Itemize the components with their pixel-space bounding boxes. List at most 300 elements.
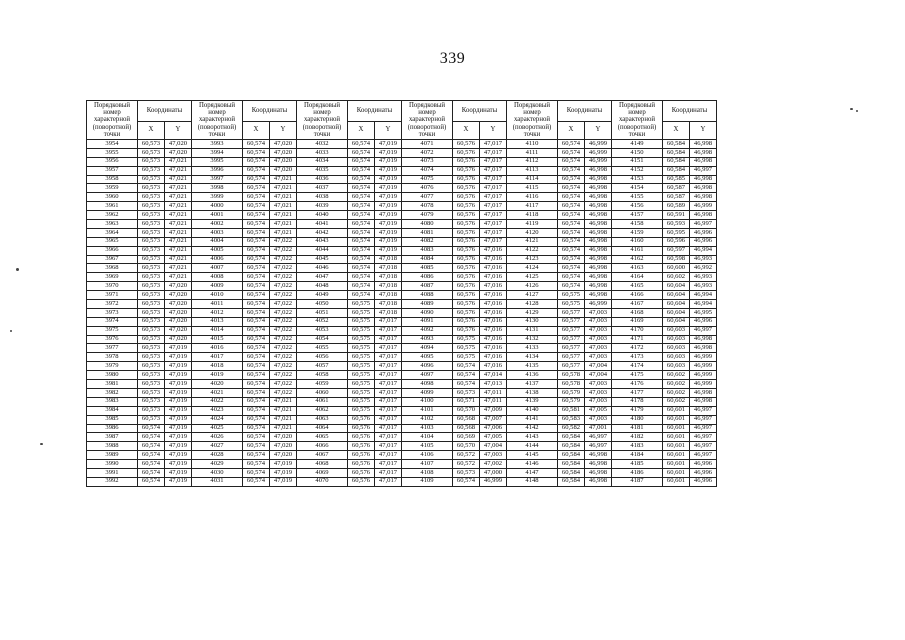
- cell-y: 47,016: [480, 273, 507, 282]
- cell-point-number: 4143: [507, 433, 558, 442]
- cell-y: 46,997: [690, 415, 717, 424]
- table-row: [87, 237, 717, 246]
- cell-point-number: 4154: [612, 184, 663, 193]
- cell-y: 46,998: [585, 237, 612, 246]
- cell-point-number: 3990: [87, 460, 138, 469]
- cell-x: 60,576: [453, 300, 480, 309]
- cell-x: 60,574: [348, 220, 375, 229]
- cell-point-number: 4042: [297, 228, 348, 237]
- cell-point-number: 4020: [192, 380, 243, 389]
- cell-y: 47,017: [375, 442, 402, 451]
- header-coordinates: Координаты: [243, 101, 297, 122]
- cell-x: 60,584: [663, 166, 690, 175]
- cell-x: 60,576: [453, 202, 480, 211]
- cell-point-number: 4151: [612, 157, 663, 166]
- cell-point-number: 4105: [402, 442, 453, 451]
- table-row: [87, 148, 717, 157]
- cell-y: 47,017: [480, 148, 507, 157]
- cell-x: 60,574: [243, 291, 270, 300]
- cell-x: 60,576: [453, 211, 480, 220]
- cell-x: 60,603: [663, 335, 690, 344]
- cell-y: 47,021: [270, 397, 297, 406]
- cell-point-number: 4167: [612, 300, 663, 309]
- cell-point-number: 4089: [402, 300, 453, 309]
- cell-x: 60,574: [348, 211, 375, 220]
- scan-speck: [850, 108, 853, 110]
- cell-y: 47,016: [480, 308, 507, 317]
- cell-point-number: 4007: [192, 264, 243, 273]
- table-row: [87, 308, 717, 317]
- cell-point-number: 4082: [402, 237, 453, 246]
- cell-x: 60,576: [453, 220, 480, 229]
- cell-point-number: 4051: [297, 308, 348, 317]
- cell-x: 60,574: [243, 300, 270, 309]
- cell-y: 47,019: [165, 460, 192, 469]
- cell-point-number: 4094: [402, 344, 453, 353]
- cell-x: 60,574: [348, 246, 375, 255]
- cell-x: 60,604: [663, 300, 690, 309]
- cell-x: 60,574: [558, 255, 585, 264]
- cell-x: 60,575: [558, 291, 585, 300]
- scan-speck: [10, 330, 12, 332]
- cell-x: 60,574: [558, 246, 585, 255]
- cell-y: 47,021: [165, 228, 192, 237]
- cell-point-number: 3966: [87, 246, 138, 255]
- cell-y: 47,003: [585, 380, 612, 389]
- cell-point-number: 4123: [507, 255, 558, 264]
- cell-x: 60,576: [453, 282, 480, 291]
- cell-y: 47,019: [375, 184, 402, 193]
- cell-y: 47,020: [165, 148, 192, 157]
- cell-y: 47,017: [375, 326, 402, 335]
- cell-point-number: 3954: [87, 140, 138, 149]
- cell-point-number: 4172: [612, 344, 663, 353]
- cell-point-number: 4028: [192, 451, 243, 460]
- cell-x: 60,574: [243, 477, 270, 486]
- cell-y: 47,022: [270, 317, 297, 326]
- cell-point-number: 4132: [507, 335, 558, 344]
- cell-y: 47,019: [165, 442, 192, 451]
- cell-x: 60,574: [243, 388, 270, 397]
- cell-y: 47,017: [375, 468, 402, 477]
- cell-x: 60,574: [453, 362, 480, 371]
- cell-x: 60,576: [348, 451, 375, 460]
- cell-y: 47,002: [480, 460, 507, 469]
- header-coordinates: Координаты: [663, 101, 717, 122]
- cell-point-number: 3977: [87, 344, 138, 353]
- cell-x: 60,573: [138, 388, 165, 397]
- cell-y: 47,019: [165, 468, 192, 477]
- cell-point-number: 4077: [402, 193, 453, 202]
- cell-point-number: 4187: [612, 477, 663, 486]
- cell-x: 60,601: [663, 477, 690, 486]
- table-row: [87, 362, 717, 371]
- cell-y: 47,006: [480, 424, 507, 433]
- cell-y: 47,022: [270, 300, 297, 309]
- cell-y: 47,020: [165, 300, 192, 309]
- cell-y: 47,022: [270, 273, 297, 282]
- cell-y: 47,004: [585, 371, 612, 380]
- cell-y: 47,003: [585, 388, 612, 397]
- cell-x: 60,575: [453, 353, 480, 362]
- cell-x: 60,584: [663, 140, 690, 149]
- cell-x: 60,574: [558, 282, 585, 291]
- cell-x: 60,575: [348, 300, 375, 309]
- cell-y: 46,998: [585, 451, 612, 460]
- cell-point-number: 4088: [402, 291, 453, 300]
- cell-y: 47,005: [585, 406, 612, 415]
- cell-point-number: 4062: [297, 406, 348, 415]
- header-x: X: [453, 122, 480, 140]
- cell-point-number: 4029: [192, 460, 243, 469]
- cell-x: 60,574: [348, 282, 375, 291]
- cell-y: 47,022: [270, 362, 297, 371]
- cell-point-number: 4155: [612, 193, 663, 202]
- cell-y: 46,997: [690, 433, 717, 442]
- cell-y: 46,998: [690, 193, 717, 202]
- cell-y: 47,021: [165, 184, 192, 193]
- cell-y: 47,019: [375, 246, 402, 255]
- cell-y: 47,016: [480, 282, 507, 291]
- cell-point-number: 4138: [507, 388, 558, 397]
- cell-y: 47,019: [165, 371, 192, 380]
- cell-y: 47,020: [165, 282, 192, 291]
- cell-y: 47,021: [270, 415, 297, 424]
- cell-point-number: 4136: [507, 371, 558, 380]
- cell-x: 60,575: [453, 335, 480, 344]
- cell-x: 60,585: [663, 175, 690, 184]
- cell-point-number: 4107: [402, 460, 453, 469]
- cell-x: 60,574: [243, 148, 270, 157]
- cell-x: 60,573: [138, 326, 165, 335]
- cell-y: 47,021: [165, 157, 192, 166]
- cell-x: 60,573: [138, 246, 165, 255]
- cell-x: 60,604: [663, 308, 690, 317]
- cell-point-number: 4044: [297, 246, 348, 255]
- cell-point-number: 4159: [612, 228, 663, 237]
- cell-y: 47,017: [375, 371, 402, 380]
- cell-x: 60,576: [348, 433, 375, 442]
- cell-x: 60,574: [558, 220, 585, 229]
- cell-x: 60,575: [348, 344, 375, 353]
- cell-y: 46,997: [585, 433, 612, 442]
- cell-x: 60,578: [558, 380, 585, 389]
- cell-y: 47,018: [375, 308, 402, 317]
- cell-y: 46,999: [585, 300, 612, 309]
- cell-point-number: 4080: [402, 220, 453, 229]
- cell-x: 60,604: [663, 317, 690, 326]
- cell-point-number: 4016: [192, 344, 243, 353]
- cell-x: 60,601: [663, 406, 690, 415]
- cell-y: 47,003: [585, 415, 612, 424]
- table-row: [87, 415, 717, 424]
- cell-x: 60,574: [138, 433, 165, 442]
- cell-x: 60,576: [453, 255, 480, 264]
- cell-point-number: 3973: [87, 308, 138, 317]
- cell-y: 47,017: [480, 211, 507, 220]
- cell-x: 60,573: [138, 184, 165, 193]
- cell-y: 46,998: [690, 397, 717, 406]
- cell-y: 47,019: [375, 202, 402, 211]
- cell-x: 60,576: [348, 477, 375, 486]
- cell-point-number: 4139: [507, 397, 558, 406]
- cell-x: 60,574: [243, 344, 270, 353]
- cell-point-number: 4085: [402, 264, 453, 273]
- cell-point-number: 4162: [612, 255, 663, 264]
- cell-y: 47,022: [270, 335, 297, 344]
- cell-x: 60,573: [138, 220, 165, 229]
- cell-y: 46,999: [585, 148, 612, 157]
- cell-x: 60,574: [348, 255, 375, 264]
- cell-point-number: 4024: [192, 415, 243, 424]
- cell-x: 60,576: [453, 237, 480, 246]
- table-row: [87, 282, 717, 291]
- cell-x: 60,574: [558, 184, 585, 193]
- cell-x: 60,582: [558, 424, 585, 433]
- cell-y: 47,021: [165, 211, 192, 220]
- cell-point-number: 4005: [192, 246, 243, 255]
- cell-y: 46,997: [690, 442, 717, 451]
- cell-point-number: 4156: [612, 202, 663, 211]
- cell-x: 60,573: [138, 415, 165, 424]
- cell-x: 60,576: [453, 264, 480, 273]
- cell-point-number: 4041: [297, 220, 348, 229]
- cell-x: 60,576: [453, 308, 480, 317]
- cell-y: 46,998: [690, 388, 717, 397]
- cell-y: 47,019: [375, 175, 402, 184]
- cell-y: 46,994: [690, 300, 717, 309]
- cell-point-number: 3969: [87, 273, 138, 282]
- cell-y: 47,019: [165, 362, 192, 371]
- cell-point-number: 4078: [402, 202, 453, 211]
- cell-x: 60,574: [348, 193, 375, 202]
- cell-y: 47,000: [480, 468, 507, 477]
- cell-y: 47,019: [165, 397, 192, 406]
- cell-point-number: 3955: [87, 148, 138, 157]
- cell-y: 46,998: [690, 335, 717, 344]
- cell-x: 60,574: [558, 148, 585, 157]
- cell-x: 60,577: [558, 317, 585, 326]
- cell-point-number: 4140: [507, 406, 558, 415]
- cell-point-number: 4040: [297, 211, 348, 220]
- table-row: [87, 211, 717, 220]
- table-row: [87, 326, 717, 335]
- cell-point-number: 4036: [297, 175, 348, 184]
- cell-y: 46,996: [690, 460, 717, 469]
- cell-point-number: 4095: [402, 353, 453, 362]
- cell-y: 46,998: [585, 202, 612, 211]
- cell-x: 60,574: [243, 211, 270, 220]
- cell-point-number: 4165: [612, 282, 663, 291]
- cell-point-number: 4177: [612, 388, 663, 397]
- cell-x: 60,574: [243, 468, 270, 477]
- cell-x: 60,574: [558, 202, 585, 211]
- cell-x: 60,573: [138, 237, 165, 246]
- cell-point-number: 4066: [297, 442, 348, 451]
- cell-y: 46,993: [690, 282, 717, 291]
- cell-point-number: 4004: [192, 237, 243, 246]
- cell-x: 60,575: [348, 371, 375, 380]
- cell-point-number: 4000: [192, 202, 243, 211]
- cell-point-number: 4097: [402, 371, 453, 380]
- cell-y: 47,022: [270, 371, 297, 380]
- cell-y: 47,001: [585, 424, 612, 433]
- cell-x: 60,601: [663, 433, 690, 442]
- cell-y: 46,998: [585, 193, 612, 202]
- cell-point-number: 4122: [507, 246, 558, 255]
- cell-x: 60,579: [558, 388, 585, 397]
- cell-point-number: 4055: [297, 344, 348, 353]
- cell-point-number: 4079: [402, 211, 453, 220]
- cell-y: 46,998: [585, 255, 612, 264]
- cell-y: 47,017: [480, 175, 507, 184]
- cell-x: 60,574: [243, 246, 270, 255]
- cell-x: 60,574: [453, 477, 480, 486]
- table-row: [87, 291, 717, 300]
- cell-point-number: 3956: [87, 157, 138, 166]
- cell-y: 47,021: [270, 211, 297, 220]
- cell-x: 60,574: [558, 228, 585, 237]
- cell-y: 46,999: [690, 371, 717, 380]
- cell-point-number: 4180: [612, 415, 663, 424]
- cell-y: 47,019: [375, 211, 402, 220]
- cell-y: 47,021: [270, 406, 297, 415]
- cell-x: 60,573: [138, 166, 165, 175]
- cell-x: 60,574: [348, 237, 375, 246]
- cell-point-number: 3972: [87, 300, 138, 309]
- cell-y: 47,003: [585, 326, 612, 335]
- cell-y: 46,998: [690, 148, 717, 157]
- cell-point-number: 4185: [612, 460, 663, 469]
- cell-y: 47,020: [270, 433, 297, 442]
- cell-point-number: 4035: [297, 166, 348, 175]
- cell-y: 47,022: [270, 353, 297, 362]
- cell-y: 47,020: [270, 140, 297, 149]
- cell-point-number: 4069: [297, 468, 348, 477]
- cell-y: 47,020: [165, 291, 192, 300]
- cell-x: 60,573: [138, 255, 165, 264]
- cell-x: 60,574: [138, 477, 165, 486]
- cell-y: 46,998: [585, 291, 612, 300]
- cell-point-number: 4038: [297, 193, 348, 202]
- cell-y: 46,999: [690, 380, 717, 389]
- cell-point-number: 3979: [87, 362, 138, 371]
- cell-y: 47,017: [375, 388, 402, 397]
- header-coordinates: Координаты: [558, 101, 612, 122]
- cell-point-number: 4017: [192, 353, 243, 362]
- cell-x: 60,574: [138, 424, 165, 433]
- cell-y: 47,003: [585, 317, 612, 326]
- cell-x: 60,574: [243, 442, 270, 451]
- cell-point-number: 4037: [297, 184, 348, 193]
- cell-point-number: 4127: [507, 291, 558, 300]
- cell-point-number: 4175: [612, 371, 663, 380]
- cell-point-number: 3985: [87, 415, 138, 424]
- cell-x: 60,576: [348, 468, 375, 477]
- cell-x: 60,578: [558, 371, 585, 380]
- cell-y: 46,996: [690, 477, 717, 486]
- cell-point-number: 4130: [507, 317, 558, 326]
- cell-point-number: 4114: [507, 175, 558, 184]
- cell-x: 60,568: [453, 424, 480, 433]
- cell-y: 46,998: [690, 184, 717, 193]
- cell-point-number: 4023: [192, 406, 243, 415]
- cell-y: 47,017: [480, 237, 507, 246]
- cell-x: 60,574: [243, 228, 270, 237]
- cell-x: 60,573: [138, 406, 165, 415]
- cell-y: 47,019: [270, 468, 297, 477]
- cell-y: 46,997: [690, 220, 717, 229]
- cell-point-number: 4174: [612, 362, 663, 371]
- cell-point-number: 4056: [297, 353, 348, 362]
- cell-y: 47,019: [165, 353, 192, 362]
- cell-point-number: 4081: [402, 228, 453, 237]
- cell-x: 60,581: [558, 406, 585, 415]
- cell-y: 46,998: [690, 211, 717, 220]
- cell-point-number: 4074: [402, 166, 453, 175]
- cell-y: 46,998: [585, 166, 612, 175]
- cell-y: 47,020: [165, 326, 192, 335]
- cell-point-number: 4086: [402, 273, 453, 282]
- table-row: [87, 228, 717, 237]
- cell-point-number: 3994: [192, 148, 243, 157]
- cell-y: 47,022: [270, 246, 297, 255]
- cell-y: 47,009: [480, 406, 507, 415]
- cell-point-number: 4091: [402, 317, 453, 326]
- cell-point-number: 4027: [192, 442, 243, 451]
- table-row: [87, 273, 717, 282]
- cell-x: 60,584: [558, 433, 585, 442]
- cell-x: 60,576: [453, 246, 480, 255]
- cell-point-number: 4096: [402, 362, 453, 371]
- cell-x: 60,573: [138, 175, 165, 184]
- cell-y: 47,022: [270, 255, 297, 264]
- cell-y: 47,016: [480, 353, 507, 362]
- cell-x: 60,574: [243, 335, 270, 344]
- cell-point-number: 4087: [402, 282, 453, 291]
- cell-y: 46,999: [690, 353, 717, 362]
- cell-x: 60,574: [243, 433, 270, 442]
- cell-point-number: 4098: [402, 380, 453, 389]
- cell-x: 60,574: [243, 157, 270, 166]
- cell-point-number: 4152: [612, 166, 663, 175]
- cell-point-number: 4129: [507, 308, 558, 317]
- table-row: [87, 184, 717, 193]
- cell-point-number: 4003: [192, 228, 243, 237]
- cell-point-number: 3980: [87, 371, 138, 380]
- header-x: X: [558, 122, 585, 140]
- cell-point-number: 4111: [507, 148, 558, 157]
- cell-point-number: 3987: [87, 433, 138, 442]
- cell-x: 60,573: [138, 344, 165, 353]
- cell-y: 46,999: [690, 202, 717, 211]
- cell-y: 47,019: [270, 477, 297, 486]
- cell-point-number: 4014: [192, 326, 243, 335]
- cell-x: 60,576: [453, 175, 480, 184]
- cell-y: 47,021: [270, 175, 297, 184]
- cell-point-number: 4124: [507, 264, 558, 273]
- cell-y: 47,017: [480, 228, 507, 237]
- cell-x: 60,573: [138, 148, 165, 157]
- cell-y: 47,003: [585, 397, 612, 406]
- cell-x: 60,574: [243, 255, 270, 264]
- cell-x: 60,568: [453, 415, 480, 424]
- cell-point-number: 4039: [297, 202, 348, 211]
- cell-point-number: 4149: [612, 140, 663, 149]
- cell-y: 47,020: [165, 317, 192, 326]
- cell-point-number: 4169: [612, 317, 663, 326]
- header-y: Y: [375, 122, 402, 140]
